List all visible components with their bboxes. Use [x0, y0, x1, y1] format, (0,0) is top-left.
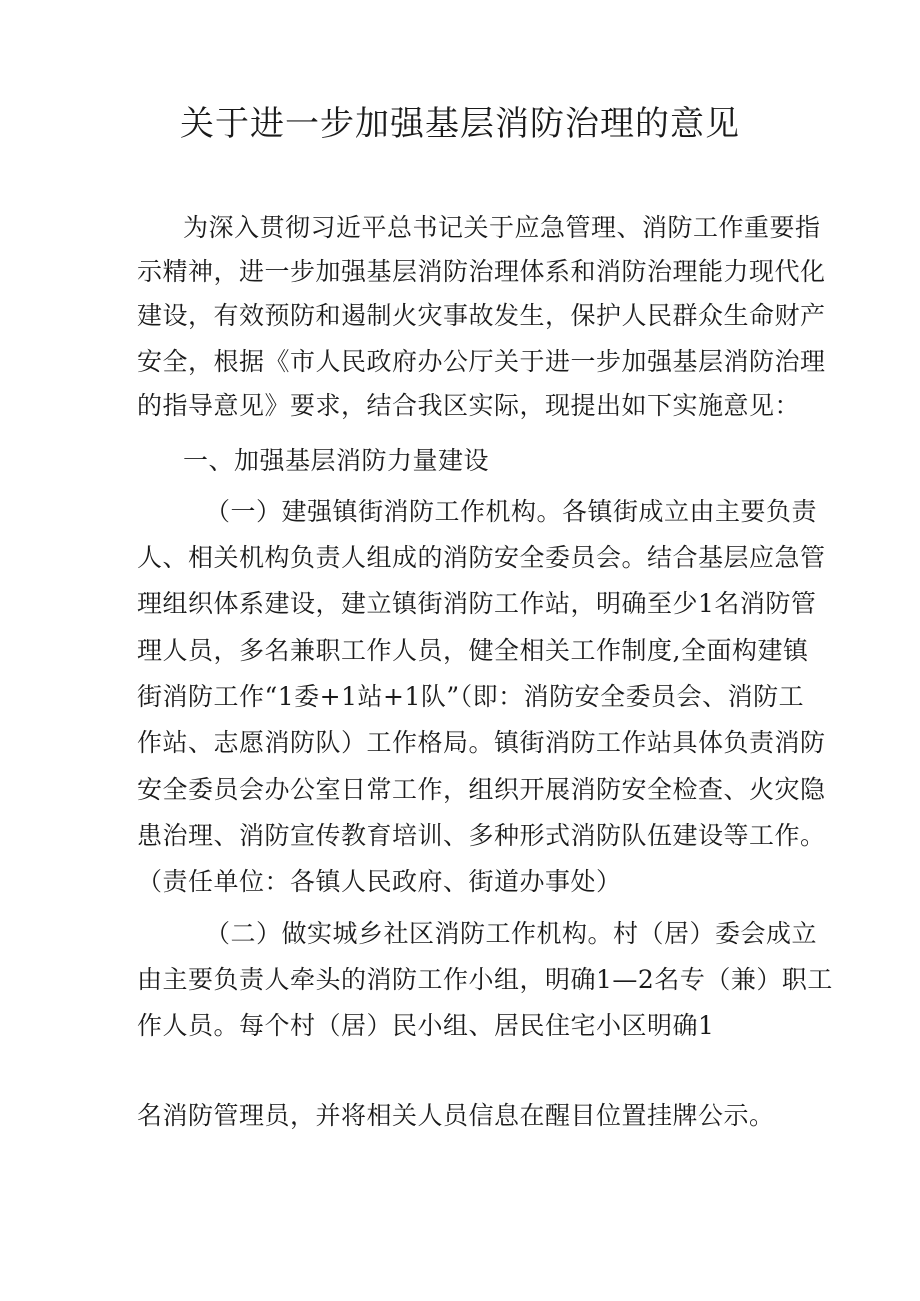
section-heading: 一、加强基层消防力量建设	[183, 446, 490, 475]
document-title: 关于进一步加强基层消防治理的意见	[180, 104, 740, 144]
paragraph-line: 的指导意见》要求，结合我区实际，现提出如下实施意见：	[137, 391, 801, 420]
paragraph-line: 名消防管理员，并将相关人员信息在醒目位置挂牌公示。	[137, 1101, 775, 1130]
paragraph-line: 街消防工作“1委+1站+1队”（即：消防安全委员会、消防工	[137, 682, 805, 711]
paragraph-line: （责任单位：各镇人民政府、街道办事处）	[137, 867, 622, 896]
paragraph-line: 建设，有效预防和遏制火灾事故发生，保护人民群众生命财产	[137, 301, 826, 330]
paragraph-line: 为深入贯彻习近平总书记关于应急管理、消防工作重要指	[183, 213, 821, 242]
paragraph-line: 患治理、消防宣传教育培训、多种形式消防队伍建设等工作。	[137, 821, 826, 850]
paragraph-line: 作人员。每个村（居）民小组、居民住宅小区明确1	[137, 1011, 715, 1040]
paragraph-line: 安全，根据《市人民政府办公厅关于进一步加强基层消防治理	[137, 347, 826, 376]
paragraph-line: 理人员，多名兼职工作人员，健全相关工作制度,全面构建镇	[137, 636, 809, 665]
paragraph-line: 理组织体系建设，建立镇街消防工作站，明确至少1名消防管	[137, 589, 817, 618]
paragraph-line: 安全委员会办公室日常工作，组织开展消防安全检查、火灾隐	[137, 775, 826, 804]
paragraph-line: （一）建强镇街消防工作机构。各镇街成立由主要负责	[205, 497, 818, 526]
paragraph-line: 人、相关机构负责人组成的消防安全委员会。结合基层应急管	[137, 543, 826, 572]
paragraph-line: 由主要负责人牵头的消防工作小组，明确1—2名专（兼）职工	[137, 965, 833, 994]
paragraph-line: 示精神，进一步加强基层消防治理体系和消防治理能力现代化	[137, 257, 826, 286]
paragraph-line: （二）做实城乡社区消防工作机构。村（居）委会成立	[205, 919, 818, 948]
paragraph-line: 作站、志愿消防队）工作格局。镇街消防工作站具体负责消防	[137, 728, 826, 757]
